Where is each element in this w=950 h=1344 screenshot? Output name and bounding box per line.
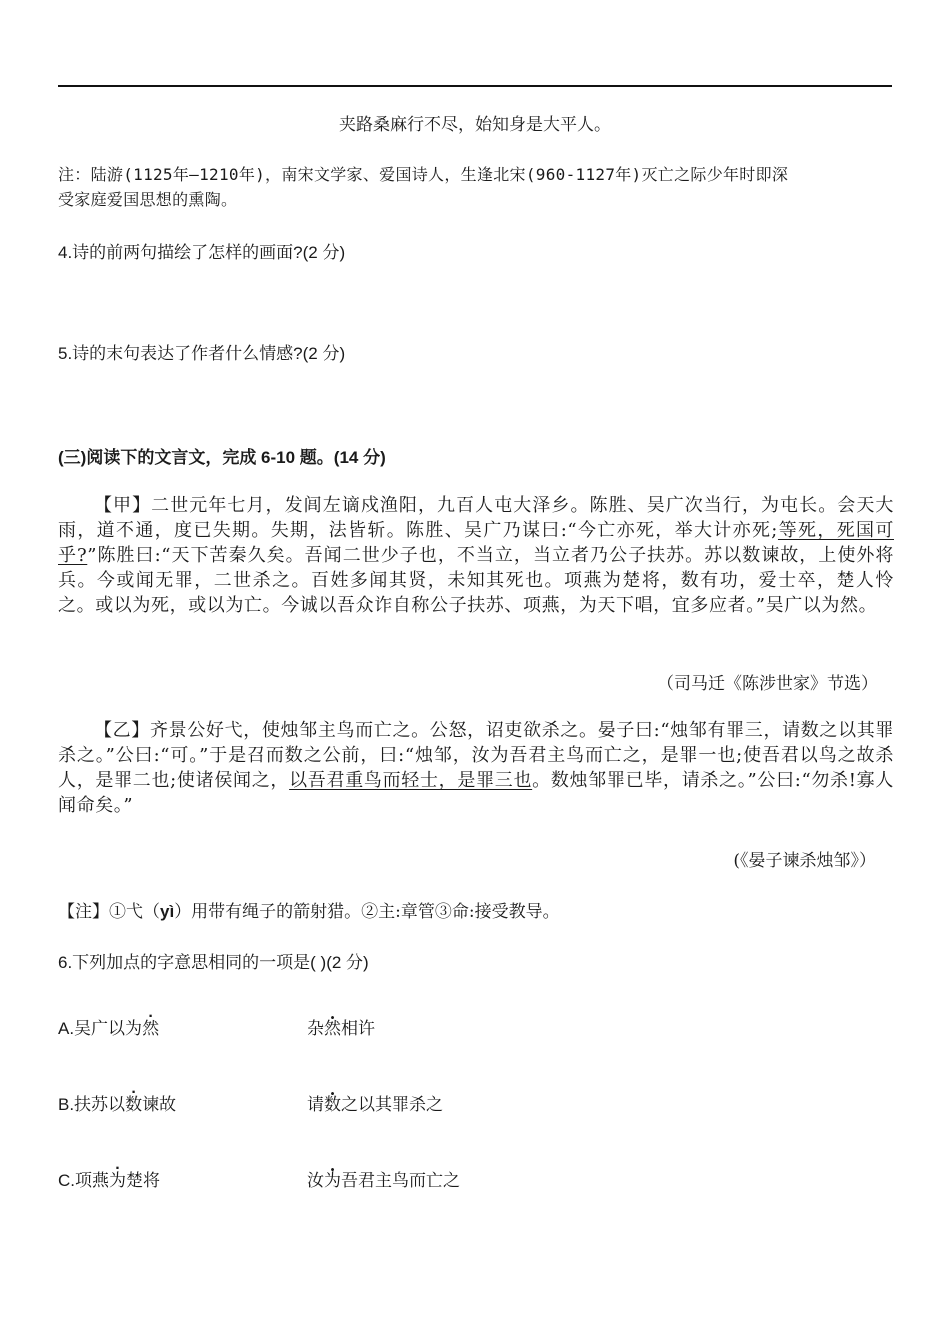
option-c-right (307, 1166, 460, 1191)
option-c-right-text: 汝 (307, 1171, 324, 1191)
question-6: 6.下列加点的字意思相同的一项是( )(2 分) (58, 953, 369, 972)
passage-yi-text-1: 【乙】齐景公好弋，使烛邹主鸟而亡之。公怒，诏吏欲杀之。晏子曰:“烛邹有罪三，请数之以其罪杀之。”公曰:“可。”于是召而数之公前，曰:“烛邹，汝为吾君主鸟而亡之，是罪一也;使吾君以鸟之故杀人，是罪二也;使诸侯闻之， (58, 720, 894, 791)
option-b-left (58, 1090, 176, 1115)
passage-jia (58, 493, 894, 618)
option-a-left (58, 1014, 159, 1039)
passage-jia-underlined: 等死，死国可乎? (58, 520, 894, 566)
passage-jia-text-1: 【甲】二世元年七月，发闾左谪戍渔阳，九百人屯大泽乡。陈胜、吴广次当行，为屯长。会天大雨，道不通，度已失期。失期，法皆斩。陈胜、吴广乃谋曰:“今亡亦死，举大计亦死; (58, 495, 894, 541)
option-b-right-text: 请 (307, 1095, 324, 1115)
option-b-right-rest: 之以其罪杀之 (341, 1095, 443, 1115)
option-c-left-rest: 楚将 (126, 1171, 160, 1190)
option-a-right-dotted: 然 (324, 1019, 341, 1039)
note-line-2: 受家庭爱国思想的熏陶。 (58, 190, 238, 209)
option-a-right-rest: 相许 (341, 1019, 375, 1039)
option-a-right (307, 1014, 375, 1039)
question-4: 4.诗的前两句描绘了怎样的画面?(2 分) (58, 243, 346, 262)
annotation-pinyin: yì (160, 902, 175, 921)
option-c-left (58, 1166, 160, 1191)
option-c-left-dotted: 为 (109, 1171, 126, 1190)
option-b-right (307, 1090, 443, 1115)
passage-yi (58, 718, 894, 818)
option-c-right-rest: 吾君主鸟而亡之 (341, 1171, 460, 1191)
option-c-left-text: C.项燕 (58, 1171, 109, 1190)
poem-line: 夹路桑麻行不尽，始知身是大平人。 (339, 115, 611, 135)
section-3-heading: (三)阅读下的文言文，完成 6-10 题。(14 分) (58, 448, 386, 467)
passage-yi-underlined: 以吾君重鸟而轻士，是罪三也 (289, 770, 533, 791)
passage-jia-source: （司马迁《陈涉世家》节选） (657, 674, 878, 694)
annotation (58, 897, 560, 922)
option-a-left-dotted: 然 (142, 1019, 160, 1038)
option-b-left-dotted: 数 (125, 1095, 143, 1114)
option-a-left-text: A.吴广以为 (58, 1019, 143, 1038)
passage-yi-source: (《晏子谏杀烛邹》） (733, 851, 876, 871)
passage-yi-text-2: 。数烛邹罪已毕，请杀之。”公曰:“勿杀!寡人闻命矣。” (58, 770, 894, 816)
annotation-suffix: ）用带有绳子的箭射猎。②主:章管③命:接受教导。 (174, 902, 560, 922)
option-a-right-text: 杂 (307, 1019, 324, 1039)
note-line-1: 注：陆游(1125年—1210年)，南宋文学家、爱国诗人，生逢北宋(960-1127年)灭亡之际少年时即深 (58, 165, 789, 184)
option-b-right-dotted: 数 (324, 1095, 341, 1115)
option-b-left-rest: 谏故 (142, 1095, 177, 1114)
top-rule (58, 85, 892, 87)
question-5: 5.诗的末句表达了作者什么情感?(2 分) (58, 344, 346, 363)
annotation-prefix: 【注】①弋（ (58, 902, 160, 922)
passage-jia-text-2: ”陈胜曰:“天下苦秦久矣。吾闻二世少子也，不当立，当立者乃公子扶苏。苏以数谏故，上使外将兵。今或闻无罪，二世杀之。百姓多闻其贤，未知其死也。项燕为楚将，数有功，爱士卒，楚人怜之。或以为死，或以为亡。今诚以吾众诈自称公子扶苏、项燕，为天下唱，宜多应者。”吴广以为然。 (58, 545, 894, 616)
option-b-left-text: B.扶苏以 (58, 1095, 126, 1114)
option-c-right-dotted: 为 (324, 1171, 341, 1191)
